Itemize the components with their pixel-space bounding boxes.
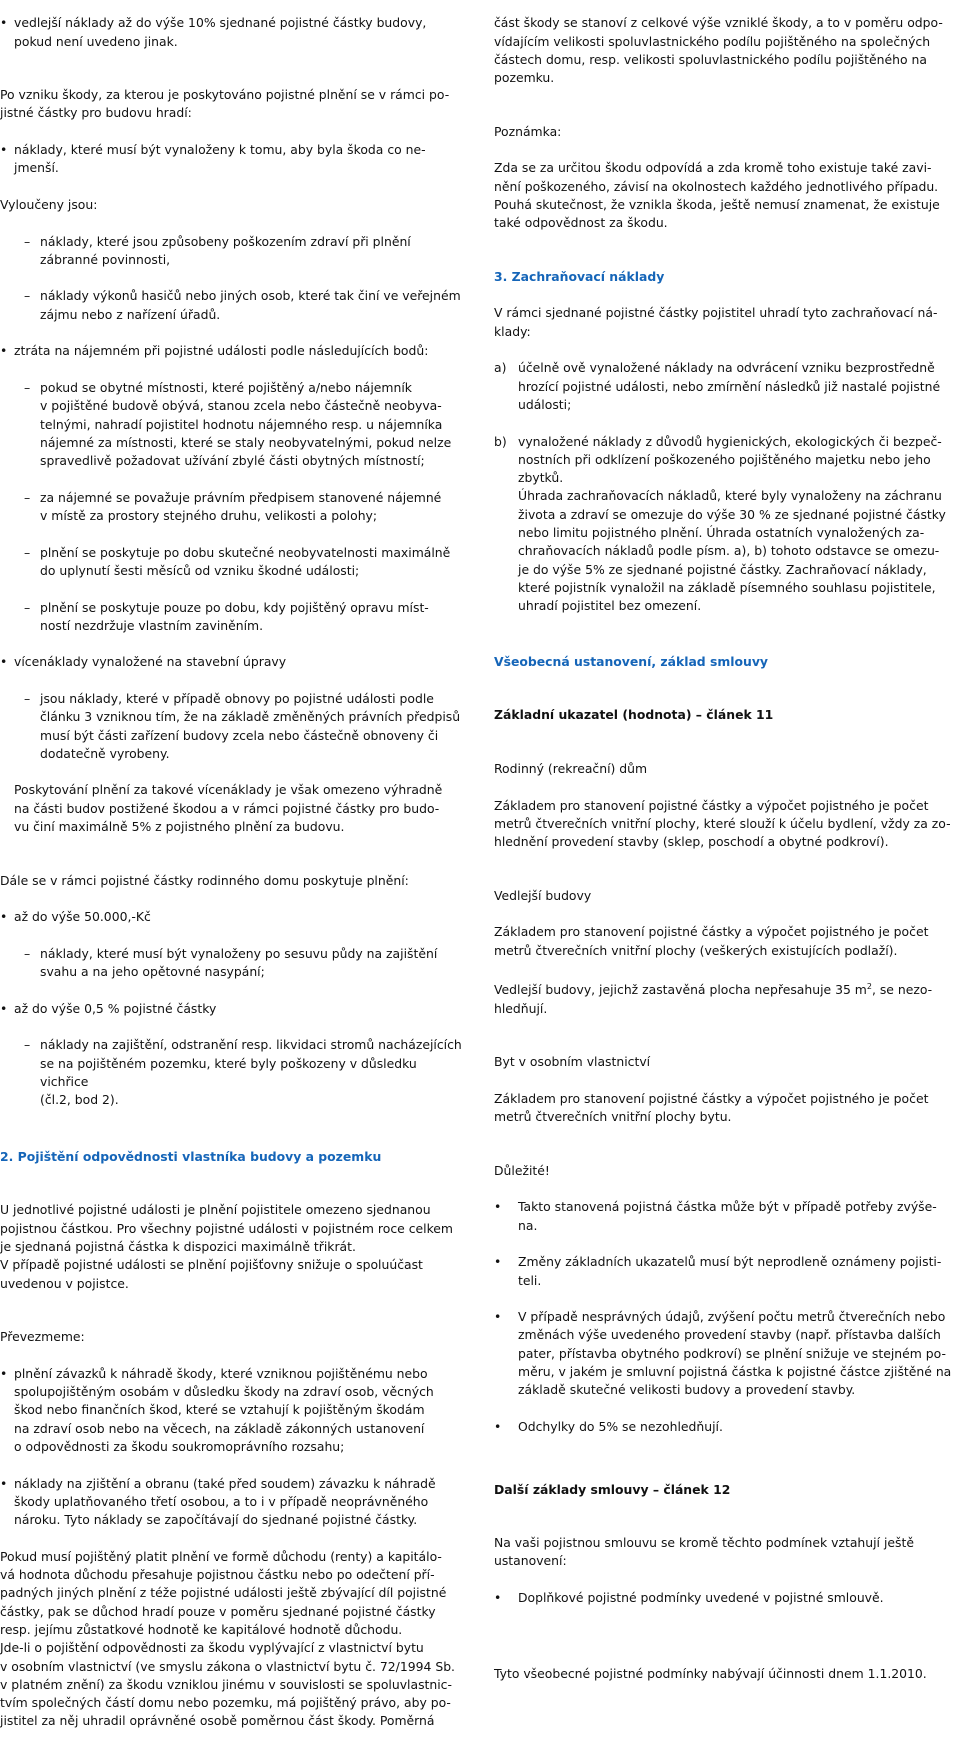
bullet-half-percent: • až do výše 0,5 % pojistné částky bbox=[0, 1000, 468, 1018]
paragraph-damage-costs: Po vzniku škody, za kterou je poskytováno pojistné plnění se v rámci po- jistné částky pro budovu hradí: bbox=[0, 87, 450, 121]
paragraph-family-house: Dále se v rámci pojistné částky rodinného domu poskytuje plnění: bbox=[0, 872, 409, 888]
paragraph-annuity: Pokud musí pojištěný platit plnění ve formě důchodu (renty) a kapitálo- vá hodnota důchodu přesahuje pojistnou částku nebo po odečtení pří- padných jiných plnění z téže pojistné události ještě zbývající díl pojistné částky, pak se důchod hradí pouze v poměru sjednané pojistné částky resp. jejímu zůstatkové hodnotě ke kapitálové hodnotě důchodu. Jde-li o pojištění odpovědnosti za škodu vyplývající z vlastnictví bytu v osobním vlastnictví (ve smyslu zákona o vlastnictví bytu č. 72/1994 Sb. v platném znění) za škodu vzniklou jinému v souvislosti se spoluvlastnic- tvím společných částí domu nebo pozemku, má pojištěný právo, aby po- jistitel za něj uhradil oprávněné osobě poměrnou část škody. Poměrná bbox=[0, 1548, 455, 1729]
left-column bbox=[0, 0, 468, 1749]
bullet-compensation: • plnění závazků k náhradě škody, které vzniknou pojištěnému nebo spolupojištěným osobám v důsledku škody na zdraví osob, věcných škod nebo finančních škod, které se vztahují k pojištěným škodám na zdraví osob nebo na věcech, na základě zákonných ustanovení o odpovědnosti za škodu soukromoprávního rozsahu; bbox=[0, 1365, 468, 1456]
heading-general-provisions: Všeobecná ustanovení, základ smlouvy bbox=[494, 653, 769, 669]
validity-statement: Tyto všeobecné pojistné podmínky nabývají účinnosti dnem 1.1.2010. bbox=[494, 1665, 927, 1681]
paragraph-liability-limit: U jednotlivé pojistné události je plnění pojistitele omezeno sjednanou pojistnou částkou. Pro všechny pojistné události v pojistném roce celkem je sjednaná pojistná částka k dispozici maximálně třikrát. V případě pojistné události se plnění pojišťovny snižuje o spoluúčast uvedenou v pojistce. bbox=[0, 1202, 454, 1291]
secondary-buildings-note: Vedlejší budovy, jejichž zastavěná plocha nepřesahuje 35 $m^2$, se nezo- hledňují. bbox=[494, 982, 933, 1016]
note-text: Zda se za určitou škodu odpovídá a zda kromě toho existuje také zavi- nění poškozeného, závisí na okolnostech každého jednotlivého případu. Pouhá skutečnost, že vznikla škoda, ještě nemusí znamenat, že existuje také odpovědnost za škodu. bbox=[494, 160, 940, 231]
bullet-secondary-costs: • vedlejší náklady až do výše 10% sjednané pojistné částky budovy, pokud není uvedeno jinak. bbox=[0, 14, 468, 51]
item-a bbox=[494, 359, 960, 414]
important-label: Důležité! bbox=[494, 1162, 550, 1178]
label-we-cover: Převezmeme: bbox=[0, 1329, 85, 1345]
dash-health-costs: – náklady, které jsou způsobeny poškozením zdraví při plnění zábranné povinnosti, bbox=[0, 233, 468, 270]
paragraph-extra-costs-limit: Poskytování plnění za takové vícenáklady je však omezeno výhradně na části budov postižené škodou a v rámci pojistné částky pro budo- vu činí maximálně 5% z pojistného plnění za budovu. bbox=[14, 782, 443, 835]
family-house-title: Rodinný (rekreační) dům bbox=[494, 760, 648, 776]
dash-six-months: – plnění se poskytuje po dobu skutečné neobyvatelnosti maximálně do uplynutí šesti měsíců od vzniku škodné události; bbox=[0, 544, 468, 581]
dash-uninhabitable: – pokud se obytné místnosti, které pojištěný a/nebo nájemník v pojištěné budově obývá, stanou zcela nebo částečně neobyva- telnými, nahradí pojistitel hodnotu nájemného resp. u nájemníka nájemné za místnosti, které se staly neobyvatelnými, pokud nelze spravedlivě požadovat užívání zbylé části obytných místností; bbox=[0, 379, 468, 470]
bullet-minimize-damage: • náklady, které musí být vynaloženy k tomu, aby byla škoda co ne- jmenší. bbox=[0, 141, 468, 178]
right-column bbox=[494, 0, 960, 1701]
secondary-buildings-text: Základem pro stanovení pojistné částky a výpočet pojistného je počet metrů čtverečních vnitřní plochy (veškerých existujících podlaží). bbox=[494, 924, 929, 958]
bullet-rent-loss: • ztráta na nájemném při pojistné události podle následujících bodů: bbox=[0, 342, 468, 360]
dash-extra-costs-def: – jsou náklady, které v případě obnovy po pojistné události podle článku 3 vzniknou tím, že na základě změněných právních předpisů musí být části zařízení budovy zcela nebo částečně obnoveny či dodatečně vyrobeny. bbox=[0, 690, 468, 763]
excluded-label: Vyloučeny jsou: bbox=[0, 196, 98, 212]
secondary-buildings-title: Vedlejší budovy bbox=[494, 887, 592, 903]
bullet-defense-costs: • náklady na zjištění a obranu (také před soudem) závazku k náhradě škody uplatňovaného třetí osobou, a to i v případě neoprávněného nároku. Tyto náklady se započítávají do sjednané pojistné částky. bbox=[0, 1475, 468, 1530]
bullet-50000: • až do výše 50.000,-Kč bbox=[0, 908, 468, 926]
item-a-marker: a) bbox=[494, 360, 507, 376]
bullet-incorrect-data: • V případě nesprávných údajů, zvýšení počtu metrů čtverečních nebo změnách výše uvedeného provedení stavby (např. přístavba dalších pater, přístavba obytného podkroví) se plnění snižuje ve stejném po- měru, v jakém je smluvní pojistná částka k pojistné částce zjištěné na základě skutečné velikosti budovy a provedení stavby. bbox=[494, 1308, 960, 1399]
heading-article-11: Základní ukazatel (hodnota) – článek 11 bbox=[494, 707, 774, 723]
dash-repair-delay: – plnění se poskytuje pouze po dobu, kdy pojištěný opravu míst- ností nezdržuje vlastním zaviněním. bbox=[0, 599, 468, 636]
item-b-marker: b) bbox=[494, 433, 507, 449]
item-a-text: účelně ově vynaložené náklady na odvrácení vzniku bezprostředně hrozící pojistné události, nebo zmírnění následků již nastalé pojistné události; bbox=[518, 360, 941, 412]
item-b bbox=[494, 433, 960, 616]
item-b-text: vynaložené náklady z důvodů hygienických, ekologických či bezpeč- nostních při odklízení poškozeného pojištěného majetku nebo jeho zbytků. Úhrada zachraňovacích nákladů, které byly vynaloženy na záchranu života a zdraví se omezuje do výše 30 % ze sjednané pojistné částky nebo limitu pojistného plnění. Úhrada ostatních vynaložených za- chraňovacích nákladů podle písm. a), b) tohoto odstavce se omezu- je do výše 5% ze sjednané pojistné částky. Zachraňovací náklady, které pojistník vynaložil na základě písemného souhlasu pojistitele, uhradí pojistitel bez omezení. bbox=[518, 433, 946, 614]
apartment-title: Byt v osobním vlastnictví bbox=[494, 1054, 651, 1070]
dash-landslide: – náklady, které musí být vynaloženy po sesuvu půdy na zajištění svahu a na jeho opětovné nasypání; bbox=[0, 945, 468, 982]
paragraph-shared-damage: část škody se stanoví z celkové výše vzniklé škody, a to v poměru odpo- vídajícím velikosti spoluvlastnického podílu pojištěného na společných částech domu, resp. velikosti spoluvlastnického podílu pojištěného na pozemku. bbox=[494, 15, 943, 86]
dash-rent-definition: – za nájemné se považuje právním předpisem stanovené nájemné v místě za prostory stejného druhu, velikosti a polohy; bbox=[0, 489, 468, 526]
dash-trees: – náklady na zajištění, odstranění resp. likvidaci stromů nacházejících se na pojištěném pozemku, které byly poškozeny v důsledku vichřice (čl.2, bod 2). bbox=[0, 1036, 468, 1109]
heading-liability: 2. Pojištění odpovědnosti vlastníka budovy a pozemku bbox=[0, 1148, 382, 1164]
family-house-text: Základem pro stanovení pojistné částky a výpočet pojistného je počet metrů čtverečních vnitřní plochy, které slouží k účelu bydlení, vždy za zo- hlednění provedení stavby (sklep, poschodí a obytné podkroví). bbox=[494, 797, 951, 850]
bullet-extra-costs: • vícenáklady vynaložené na stavební úpravy bbox=[0, 653, 468, 671]
bullet-notify-changes: • Změny základních ukazatelů musí být neprodleně oznámeny pojisti- teli. bbox=[494, 1253, 960, 1290]
paragraph-rescue-intro: V rámci sjednané pojistné částky pojistitel uhradí tyto zachraňovací ná- klady: bbox=[494, 305, 938, 339]
paragraph-article-12: Na vaši pojistnou smlouvu se kromě těchto podmínek vztahují ještě ustanovení: bbox=[494, 1535, 914, 1569]
dash-firefighter-costs: – náklady výkonů hasičů nebo jiných osob, které tak činí ve veřejném zájmu nebo z nařízení úřadů. bbox=[0, 287, 468, 324]
note-label: Poznámka: bbox=[494, 123, 562, 139]
bullet-deviation: • Odchylky do 5% se nezohledňují. bbox=[494, 1418, 960, 1436]
heading-rescue-costs: 3. Zachraňovací náklady bbox=[494, 268, 665, 284]
heading-article-12: Další základy smlouvy – článek 12 bbox=[494, 1481, 731, 1497]
bullet-increase: • Takto stanovená pojistná částka může být v případě potřeby zvýše- na. bbox=[494, 1198, 960, 1235]
apartment-text: Základem pro stanovení pojistné částky a výpočet pojistného je počet metrů čtverečních vnitřní plochy bytu. bbox=[494, 1090, 929, 1125]
bullet-supplementary-conditions: • Doplňkové pojistné podmínky uvedené v pojistné smlouvě. bbox=[494, 1589, 960, 1607]
